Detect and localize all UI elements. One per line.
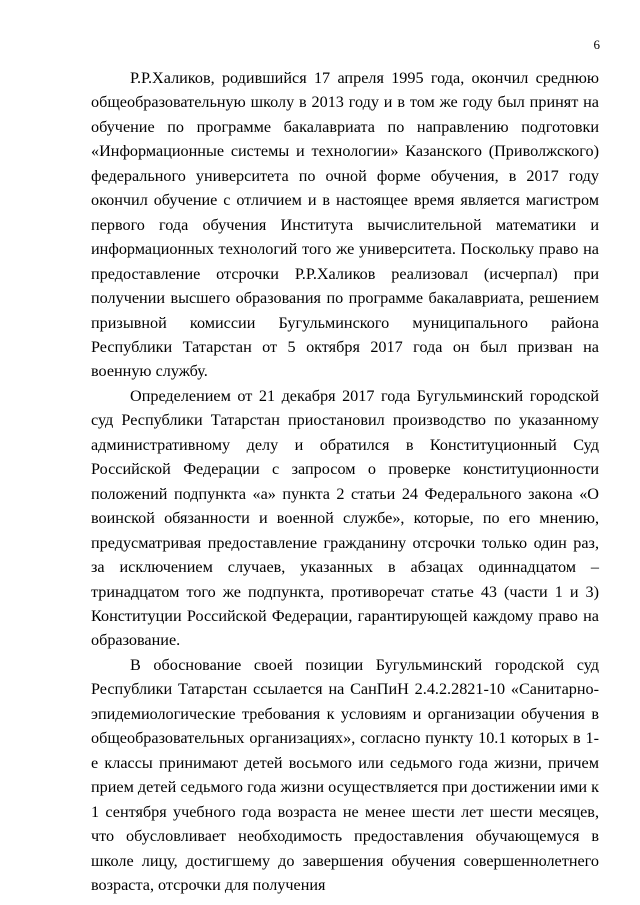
paragraph-1: Р.Р.Халиков, родившийся 17 апреля 1995 года, окончил среднюю общеобразовательную школу в 2013 году и в том же году был принят на обучение по программе бакалавриата по направлению подготовки «Информационные системы и технологии» Казанского (Приволжского) федерального университета по очной форме обучения, в 2017 году окончил обучение с отличием и в настоящее время является магистром первого года обучения Института вычислительной математики и информационных технологий того же университета. Поскольку право на предоставление отсрочки Р.Р.Халиков реализовал (исчерпал) при получении высшего образования по программе бакалавриата, решением призывной комиссии Бугульминского муниципального района Республики Татарстан от 5 октября 2017 года он был призван на военную службу. (91, 69, 599, 381)
page-number: 6 (593, 37, 600, 52)
paragraph-3: В обоснование своей позиции Бугульминский городской суд Республики Татарстан ссылается на СанПиН 2.4.2.2821-10 «Санитарно-эпидемиологические требования к условиям и организации обучения в общеобразовательных организациях», согласно пункту 10.1 которых в 1-е классы принимают детей восьмого или седьмого года жизни, причем прием детей седьмого года жизни осуществляется при достижении ими к 1 сентября учебного года возраста не менее шести лет шести месяцев, что обусловливает необходимость предоставления обучающемуся в школе лицу, достигшему до завершения обучения совершеннолетнего возраста, отсрочки для получения (91, 655, 599, 894)
paragraph-2: Определением от 21 декабря 2017 года Бугульминский городской суд Республики Татарстан приостановил производство по указанному административному делу и обратился в Конституционный Суд Российской Федерации с запросом о проверке конституционности положений подпункта «а» пункта 2 статьи 24 Федерального закона «О воинской обязанности и военной службе», которые, по его мнению, предусматривая предоставление гражданину отсрочки только один раз, за исключением случаев, указанных в абзацах одиннадцатом – тринадцатом того же подпункта, противоречат статье 43 (части 1 и 3) Конституции Российской Федерации, гарантирующей каждому право на образование. (91, 386, 599, 650)
document-body (91, 66, 599, 897)
